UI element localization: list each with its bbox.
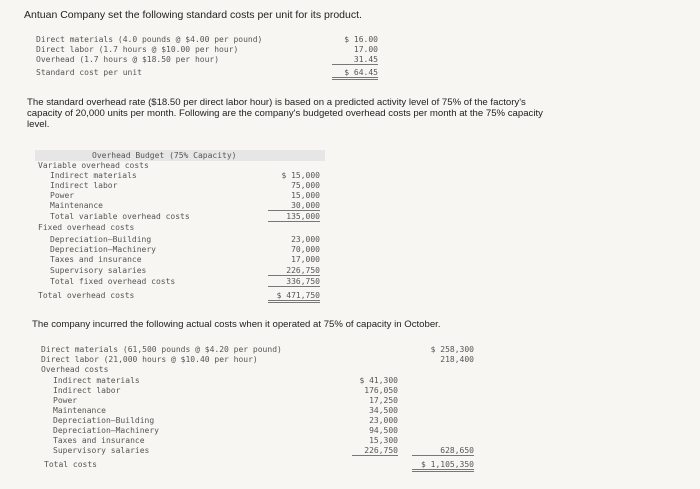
para1-line1: The standard overhead rate ($18.50 per direct labor hour) is based on a predicted activity level of 75% of the factory's — [27, 97, 526, 108]
actual-total-amount: $ 1,105,350 — [412, 460, 474, 472]
actual-oh-amount-1: $ 41,300 — [359, 376, 398, 385]
std-total-label: Standard cost per unit — [36, 68, 142, 77]
para1-line2: capacity of 20,000 units per month. Following are the company's budgeted overhead costs per month at the 75% capacity — [27, 108, 543, 119]
std-total-amount: $ 64.45 — [332, 68, 378, 80]
actual-dl-label: Direct labor (21,000 hours @ $10.40 per hour) — [41, 355, 258, 364]
budget-fix-label-2: Depreciation—Machinery — [50, 245, 156, 254]
budget-var-amount-2: 75,000 — [291, 181, 320, 190]
actual-oh-amount-3: 17,250 — [369, 396, 398, 405]
total-fixed-amount: 336,750 — [268, 277, 320, 287]
actual-oh-label-8: Supervisory salaries — [53, 446, 150, 455]
budget-var-amount-1: $ 15,000 — [281, 171, 320, 180]
budget-var-amount-4: 30,000 — [268, 201, 320, 211]
budget-fix-amount-1: 23,000 — [291, 235, 320, 244]
budget-fix-label-3: Taxes and insurance — [50, 255, 142, 264]
budget-fix-amount-2: 70,000 — [291, 245, 320, 254]
budget-title: Overhead Budget (75% Capacity) — [92, 151, 237, 160]
actual-oh-label-7: Taxes and insurance — [53, 436, 145, 445]
actual-oh-amount-7: 15,300 — [369, 436, 398, 445]
actual-oh-label-3: Power — [53, 396, 78, 405]
budget-var-label-4: Maintenance — [50, 201, 103, 210]
actual-oh-amount-4: 34,500 — [369, 406, 398, 415]
total-overhead-amount: $ 471,750 — [268, 291, 320, 303]
budget-fix-label-1: Depreciation—Building — [50, 235, 152, 244]
budget-var-label-3: Power — [50, 191, 75, 200]
total-overhead-label: Total overhead costs — [38, 291, 135, 300]
budget-var-amount-3: 15,000 — [291, 191, 320, 200]
actual-overhead-total: 628,650 — [412, 446, 474, 456]
intro-text: Antuan Company set the following standard costs per unit for its product. — [24, 9, 362, 21]
actual-oh-amount-6: 94,500 — [369, 426, 398, 435]
actual-oh-label-1: Indirect materials — [53, 376, 140, 385]
fixed-heading: Fixed overhead costs — [38, 223, 135, 232]
budget-fix-amount-4: 226,750 — [268, 266, 320, 276]
std-oh-label: Overhead (1.7 hours @ $18.50 per hour) — [36, 55, 220, 64]
actual-oh-label-6: Depreciation—Machinery — [53, 426, 159, 435]
actual-oh-label-4: Maintenance — [53, 406, 106, 415]
para1-line3: level. — [27, 119, 50, 130]
budget-var-label-2: Indirect labor — [50, 181, 118, 190]
total-variable-label: Total variable overhead costs — [50, 212, 190, 221]
actual-oh-amount-5: 23,000 — [369, 416, 398, 425]
std-dl-label: Direct labor (1.7 hours @ $10.00 per hour) — [36, 45, 239, 54]
budget-var-label-1: Indirect materials — [50, 171, 137, 180]
budget-fix-label-4: Supervisory salaries — [50, 266, 147, 275]
std-oh-amount: 31.45 — [332, 55, 378, 65]
std-dm-label: Direct materials (4.0 pounds @ $4.00 per pound) — [36, 35, 263, 44]
overhead-rate-paragraph — [27, 97, 543, 130]
actual-oh-label-2: Indirect labor — [53, 386, 121, 395]
actual-total-label: Total costs — [44, 460, 97, 469]
actual-costs-intro: The company incurred the following actual costs when it operated at 75% of capacity in October. — [32, 319, 441, 330]
actual-oh-amount-8: 226,750 — [352, 446, 398, 456]
actual-oh-amount-2: 176,050 — [364, 386, 398, 395]
total-variable-amount: 135,000 — [268, 212, 320, 222]
total-fixed-label: Total fixed overhead costs — [50, 277, 176, 286]
variable-heading: Variable overhead costs — [38, 161, 149, 170]
actual-dm-amount: $ 258,300 — [430, 345, 474, 354]
actual-dm-label: Direct materials (61,500 pounds @ $4.20 per pound) — [41, 345, 282, 354]
actual-overhead-heading: Overhead costs — [41, 365, 109, 374]
actual-oh-label-5: Depreciation—Building — [53, 416, 155, 425]
budget-fix-amount-3: 17,000 — [291, 255, 320, 264]
std-dm-amount: $ 16.00 — [344, 35, 378, 44]
std-dl-amount: 17.00 — [353, 45, 378, 54]
actual-dl-amount: 218,400 — [440, 355, 474, 364]
